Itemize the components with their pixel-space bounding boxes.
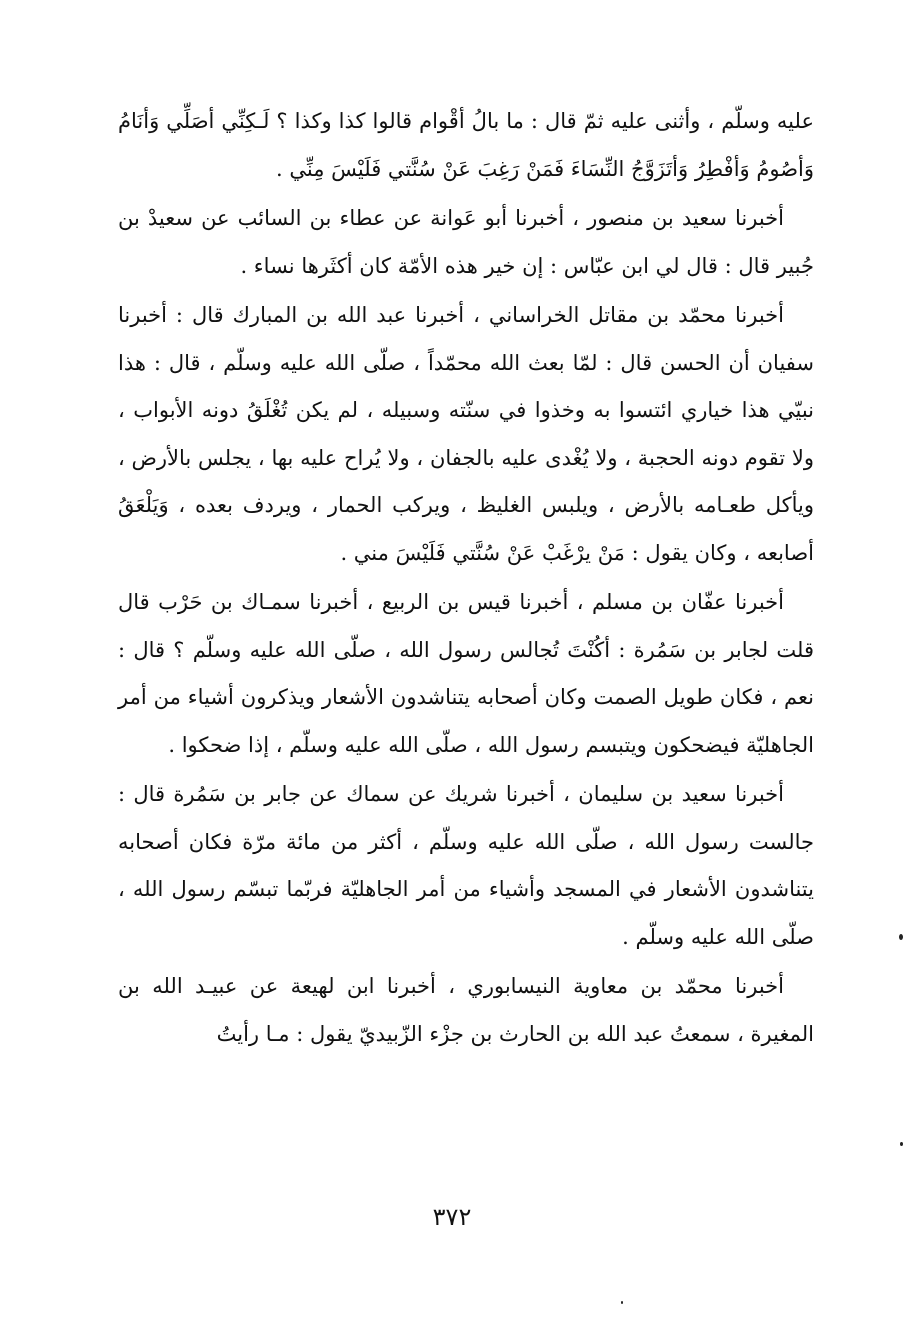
scan-speck [621,1301,623,1304]
paragraph: أخبرنا محمّد بن معاوية النيسابوري ، أخبرنا ابن لهيعة عن عبيـد الله بن المغيرة ، سمعتُ عبد الله بن الحارث بن جزْء الزّبيديّ يقول : مـا رأيتُ [118,974,814,1046]
paragraph-continuation: عليه وسلّم ، وأثنى عليه ثمّ قال : ما بالُ أقْوام قالوا كذا وكذا ؟ لَـكِنِّي أصَلِّي وَأنَامُ وَأصُومُ وَأفْطِرُ وَأتَزَوَّجُ النِّسَاءَ فَمَنْ رَغِبَ عَنْ سُنَّتي فَلَيْسَ مِنِّي . [118,109,814,181]
scan-speck [900,1142,903,1146]
paragraph: أخبرنا عفّان بن مسلم ، أخبرنا قيس بن الربيع ، أخبرنا سمـاك بن حَرْب قال قلت لجابر بن سَمُرة : أكُنْتَ تُجالس رسول الله ، صلّى الله عليه وسلّم ؟ قال : نعم ، فكان طويل الصمت وكان أصحابه يتناشدون الأشعار ويذكرون أشياء من أمر الجاهليّة فيضحكون ويتبسم رسول الله ، صلّى الله عليه وسلّم ، إذا ضحكوا . [118,590,814,757]
page-number: ٣٧٢ [432,1203,472,1231]
paragraph: أخبرنا سعيد بن سليمان ، أخبرنا شريك عن سماك عن جابر بن سَمُرة قال : جالست رسول الله ، صلّى الله عليه وسلّم ، أكثر من مائة مرّة فكان أصحابه يتناشدون الأشعار في المسجد وأشياء من أمر الجاهليّة فربّما تبسّم رسول الله ، صلّى الله عليه وسلّم . [118,782,814,949]
body-text [118,98,814,1058]
scan-speck [899,934,903,940]
paragraph: أخبرنا سعيد بن منصور ، أخبرنا أبو عَوانة عن عطاء بن السائب عن سعيدْ بن جُبير قال : قال لي ابن عبّاس : إن خير هذه الأمّة كان أكثَرها نساء . [118,206,814,278]
paragraph: أخبرنا محمّد بن مقاتل الخراساني ، أخبرنا عبد الله بن المبارك قال : أخبرنا سفيان أن الحسن قال : لمّا بعث الله محمّداً ، صلّى الله عليه وسلّم ، قال : هذا نبيّي هذا خياري ائتسوا به وخذوا في سنّته وسبيله ، لم يكن تُغْلَقُ دونه الأبواب ، ولا تقوم دونه الحجبة ، ولا يُغْدى عليه بالجفان ، ولا يُراح عليه بها ، يجلس بالأرض ، ويأكل طعـامه بالأرض ، ويلبس الغليظ ، ويركب الحمار ، ويردف بعده ، وَيَلْعَقُ أصابعه ، وكان يقول : مَنْ يرْغَبْ عَنْ سُنَّتي فَلَيْسَ مني . [118,303,814,565]
